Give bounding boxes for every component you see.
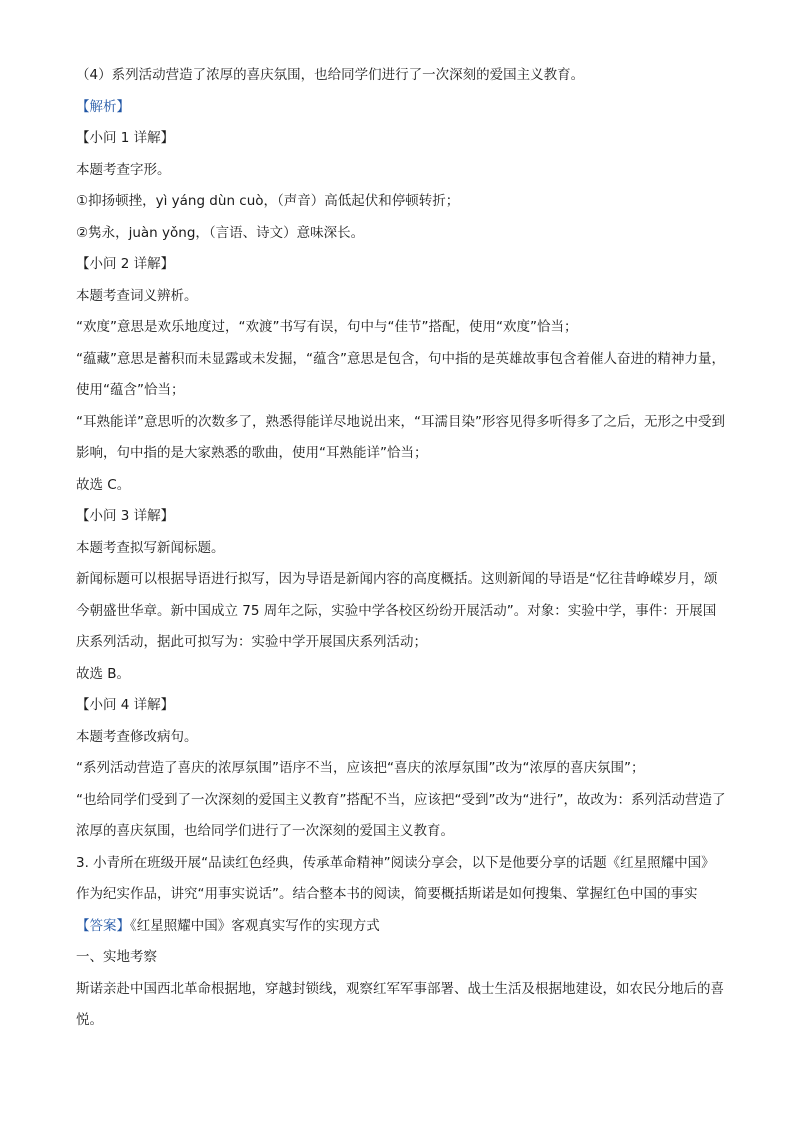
answer-heading: 【答案】 <box>76 917 130 934</box>
paragraph: “蕴藏”意思是蓄积而未显露或未发掘，“蕴含”意思是包含，句中指的是英雄故事包含着催人奋进的精神力量，使用“蕴含”恰当； <box>76 350 725 398</box>
answer-text: 《红星照耀中国》客观真实写作的实现方式 <box>130 917 380 934</box>
sub-question-2-heading: 【小问 2 详解】 <box>76 256 175 272</box>
paragraph: 本题考查词义辨析。 <box>76 287 198 304</box>
answer-line <box>76 911 726 943</box>
answer-line-4: （4）系列活动营造了浓厚的喜庆氛围，也给同学们进行了一次深刻的爱国主义教育。 <box>76 67 585 83</box>
paragraph: “也给同学们受到了一次深刻的爱国主义教育”搭配不当，应该把“受到”改为“进行”，故改为：系列活动营造了浓厚的喜庆氛围，也给同学们进行了一次深刻的爱国主义教育。 <box>76 791 726 839</box>
sub-question-1-heading: 【小问 1 详解】 <box>76 130 175 146</box>
analysis-heading: 【解析】 <box>76 98 130 115</box>
paragraph: “欢度”意思是欢乐地度过，“欢渡”书写有误，句中与“佳节”搭配，使用“欢度”恰当； <box>76 319 578 335</box>
section-heading: 一、实地考察 <box>76 949 157 965</box>
document-body <box>76 60 726 1037</box>
paragraph: ①抑扬顿挫，yì yáng dùn cuò，（声音）高低起伏和停顿转折； <box>76 193 460 209</box>
paragraph: 本题考查拟写新闻标题。 <box>76 539 225 556</box>
paragraph: 本题考查字形。 <box>76 161 171 178</box>
paragraph: 故选 B。 <box>76 665 131 682</box>
paragraph: 新闻标题可以根据导语进行拟写，因为导语是新闻内容的高度概括。这则新闻的导语是“忆往昔峥嵘岁月，颂今朝盛世华章。新中国成立 75 周年之际，实验中学各校区纷纷开展活动”。对象：实验中学，事件：开展国庆系列活动，据此可拟写为：实验中学开展国庆系列活动； <box>76 571 718 650</box>
sub-question-4-heading: 【小问 4 详解】 <box>76 697 175 713</box>
paragraph: 故选 C。 <box>76 476 131 493</box>
paragraph: 斯诺亲赴中国西北革命根据地，穿越封锁线，观察红军军事部署、战士生活及根据地建设，如农民分地后的喜悦。 <box>76 980 724 1028</box>
paragraph: 本题考查修改病句。 <box>76 728 198 745</box>
sub-question-3-heading: 【小问 3 详解】 <box>76 508 175 524</box>
question-3: 3. 小青所在班级开展“品读红色经典，传承革命精神”阅读分享会，以下是他要分享的话题《红星照耀中国》作为纪实作品，讲究“用事实说话”。结合整本书的阅读，简要概括斯诺是如何搜集、掌握红色中国的事实 <box>76 854 715 902</box>
paragraph: “系列活动营造了喜庆的浓厚氛围”语序不当，应该把“喜庆的浓厚氛围”改为“浓厚的喜庆氛围”； <box>76 760 645 776</box>
paragraph: “耳熟能详”意思听的次数多了，熟悉得能详尽地说出来，“耳濡目染”形容见得多听得多了之后，无形之中受到影响，句中指的是大家熟悉的歌曲，使用“耳熟能详”恰当； <box>76 413 725 461</box>
paragraph: ②隽永，juàn yǒng，（言语、诗文）意味深长。 <box>76 224 365 241</box>
